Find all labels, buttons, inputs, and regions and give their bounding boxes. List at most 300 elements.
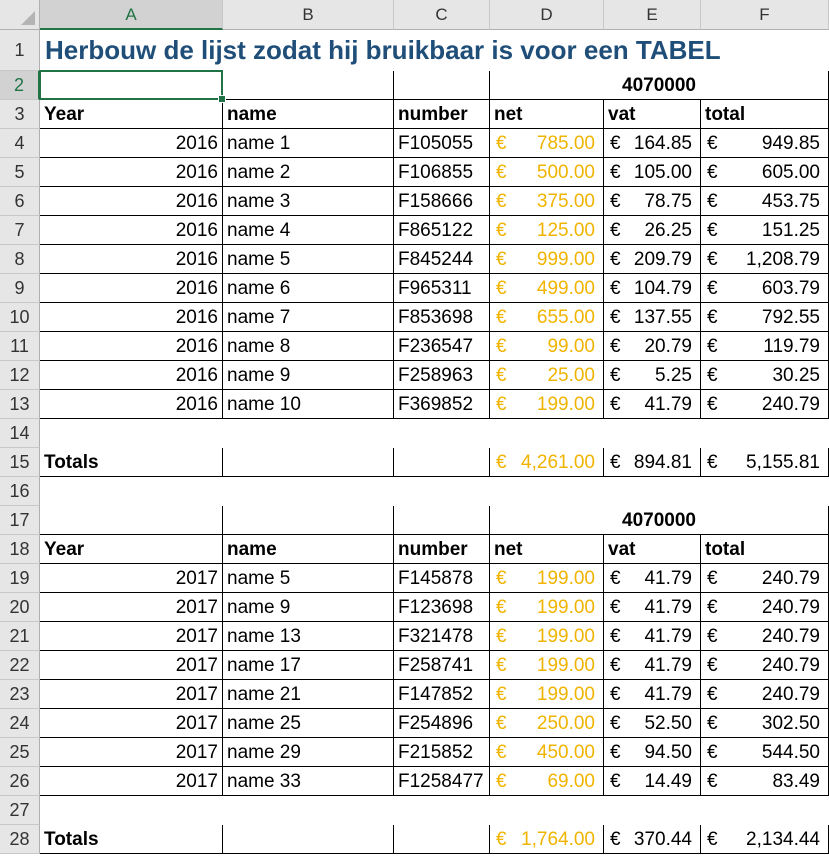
column-header-c[interactable]: C	[394, 0, 490, 30]
currency-symbol: €	[610, 452, 621, 473]
vat-cell[interactable]	[604, 361, 701, 390]
cell-f27[interactable]	[701, 796, 829, 825]
amount-value: 375.00	[536, 191, 595, 212]
currency-symbol: €	[707, 626, 718, 647]
vat-cell[interactable]	[604, 680, 701, 709]
amount-value: 603.79	[761, 278, 820, 299]
amount-value: 41.79	[644, 626, 692, 647]
amount-value: 78.75	[644, 191, 692, 212]
name-cell[interactable]: name 3	[223, 187, 394, 216]
net-cell[interactable]	[490, 651, 604, 680]
net-cell[interactable]	[490, 738, 604, 767]
currency-symbol: €	[610, 771, 621, 792]
amount-value: 52.50	[644, 713, 692, 734]
grand-total-cell[interactable]	[701, 825, 829, 854]
row-header-9[interactable]: 9	[0, 274, 40, 303]
year-cell[interactable]: 2016	[40, 245, 223, 274]
total-cell[interactable]	[701, 564, 829, 593]
account-group-header[interactable]: 4070000	[490, 71, 829, 100]
column-label-d3[interactable]: net	[490, 100, 604, 129]
row-header-20[interactable]: 20	[0, 593, 40, 622]
currency-symbol: €	[610, 307, 621, 328]
row-header-12[interactable]: 12	[0, 361, 40, 390]
vat-cell[interactable]	[604, 709, 701, 738]
amount-value: 544.50	[761, 742, 820, 763]
currency-symbol: €	[496, 220, 507, 241]
cell-d14[interactable]	[490, 419, 604, 448]
number-cell[interactable]: F254896	[394, 709, 490, 738]
name-cell[interactable]: name 4	[223, 216, 394, 245]
name-cell[interactable]: name 9	[223, 593, 394, 622]
total-cell[interactable]	[701, 332, 829, 361]
number-cell[interactable]: F845244	[394, 245, 490, 274]
totals-label[interactable]: Totals	[40, 825, 223, 854]
amount-value: 209.79	[633, 249, 692, 270]
row-header-24[interactable]: 24	[0, 709, 40, 738]
vat-cell[interactable]	[604, 622, 701, 651]
number-cell[interactable]: F123698	[394, 593, 490, 622]
amount-value: 240.79	[761, 655, 820, 676]
currency-symbol: €	[707, 336, 718, 357]
amount-value: 137.55	[633, 307, 692, 328]
net-cell[interactable]	[490, 622, 604, 651]
column-header-e[interactable]: E	[604, 0, 701, 30]
year-cell[interactable]: 2016	[40, 158, 223, 187]
row-header-18[interactable]: 18	[0, 535, 40, 564]
net-total-cell[interactable]	[490, 825, 604, 854]
column-label-d18[interactable]: net	[490, 535, 604, 564]
amount-value: 1,764.00	[521, 829, 595, 850]
total-cell[interactable]	[701, 129, 829, 158]
currency-symbol: €	[496, 249, 507, 270]
number-cell[interactable]: F105055	[394, 129, 490, 158]
currency-symbol: €	[707, 394, 718, 415]
currency-symbol: €	[707, 597, 718, 618]
row-header-7[interactable]: 7	[0, 216, 40, 245]
net-cell[interactable]	[490, 303, 604, 332]
sheet-title[interactable]: Herbouw de lijst zodat hij bruikbaar is voor een TABEL	[45, 35, 721, 65]
amount-value: 69.00	[547, 771, 595, 792]
currency-symbol: €	[496, 597, 507, 618]
amount-value: 41.79	[644, 684, 692, 705]
net-cell[interactable]	[490, 390, 604, 419]
column-header-b[interactable]: B	[223, 0, 394, 30]
column-label-c18[interactable]: number	[394, 535, 490, 564]
number-cell[interactable]: F321478	[394, 622, 490, 651]
column-label-c3[interactable]: number	[394, 100, 490, 129]
currency-symbol: €	[707, 278, 718, 299]
row-header-14[interactable]: 14	[0, 419, 40, 448]
year-cell[interactable]: 2017	[40, 680, 223, 709]
row-header-10[interactable]: 10	[0, 303, 40, 332]
year-cell[interactable]: 2016	[40, 187, 223, 216]
amount-value: 105.00	[633, 162, 692, 183]
year-cell[interactable]: 2016	[40, 303, 223, 332]
year-cell[interactable]: 2016	[40, 390, 223, 419]
total-cell[interactable]	[701, 303, 829, 332]
name-cell[interactable]: name 1	[223, 129, 394, 158]
amount-value: 4,261.00	[521, 452, 595, 473]
amount-value: 41.79	[644, 597, 692, 618]
currency-symbol: €	[610, 597, 621, 618]
total-cell[interactable]	[701, 390, 829, 419]
name-cell[interactable]: name 6	[223, 274, 394, 303]
cell-b2[interactable]	[223, 71, 394, 100]
currency-symbol: €	[496, 307, 507, 328]
number-cell[interactable]: F1258477	[394, 767, 490, 796]
net-cell[interactable]	[490, 332, 604, 361]
select-all-triangle-icon	[21, 11, 35, 25]
total-cell[interactable]	[701, 274, 829, 303]
amount-value: 453.75	[761, 191, 820, 212]
totals-label[interactable]: Totals	[40, 448, 223, 477]
amount-value: 30.25	[772, 365, 820, 386]
column-label-a3[interactable]: Year	[40, 100, 223, 129]
amount-value: 499.00	[536, 278, 595, 299]
net-cell[interactable]	[490, 361, 604, 390]
cell-a27[interactable]	[40, 796, 223, 825]
currency-symbol: €	[610, 568, 621, 589]
total-cell[interactable]	[701, 767, 829, 796]
number-cell[interactable]: F145878	[394, 564, 490, 593]
amount-value: 199.00	[536, 684, 595, 705]
vat-cell[interactable]	[604, 564, 701, 593]
currency-symbol: €	[496, 771, 507, 792]
amount-value: 199.00	[536, 626, 595, 647]
net-cell[interactable]	[490, 593, 604, 622]
amount-value: 99.00	[547, 336, 595, 357]
year-cell[interactable]: 2016	[40, 129, 223, 158]
amount-value: 370.44	[633, 829, 692, 850]
number-cell[interactable]: F258741	[394, 651, 490, 680]
year-cell[interactable]: 2017	[40, 709, 223, 738]
currency-symbol: €	[610, 278, 621, 299]
name-cell[interactable]: name 5	[223, 564, 394, 593]
row-header-2[interactable]: 2	[0, 71, 40, 100]
currency-symbol: €	[610, 655, 621, 676]
name-cell[interactable]: name 29	[223, 738, 394, 767]
name-cell[interactable]: name 10	[223, 390, 394, 419]
net-cell[interactable]	[490, 129, 604, 158]
total-cell[interactable]	[701, 738, 829, 767]
column-label-f3[interactable]: total	[701, 100, 829, 129]
year-cell[interactable]: 2016	[40, 361, 223, 390]
currency-symbol: €	[496, 191, 507, 212]
number-cell[interactable]: F853698	[394, 303, 490, 332]
amount-value: 655.00	[536, 307, 595, 328]
currency-symbol: €	[610, 220, 621, 241]
column-header-a[interactable]: A	[40, 0, 223, 30]
currency-symbol: €	[610, 684, 621, 705]
currency-symbol: €	[707, 568, 718, 589]
currency-symbol: €	[707, 655, 718, 676]
cell-a2[interactable]	[40, 71, 223, 100]
name-cell[interactable]: name 7	[223, 303, 394, 332]
currency-symbol: €	[496, 278, 507, 299]
currency-symbol: €	[610, 742, 621, 763]
cell-e27[interactable]	[604, 796, 701, 825]
amount-value: 94.50	[644, 742, 692, 763]
column-label-b3[interactable]: name	[223, 100, 394, 129]
year-cell[interactable]: 2016	[40, 216, 223, 245]
total-cell[interactable]	[701, 593, 829, 622]
year-cell[interactable]: 2016	[40, 332, 223, 361]
total-cell[interactable]	[701, 622, 829, 651]
amount-value: 151.25	[761, 220, 820, 241]
column-label-e18[interactable]: vat	[604, 535, 701, 564]
vat-cell[interactable]	[604, 216, 701, 245]
row-header-25[interactable]: 25	[0, 738, 40, 767]
row-header-6[interactable]: 6	[0, 187, 40, 216]
year-cell[interactable]: 2017	[40, 564, 223, 593]
cell-b17[interactable]	[223, 506, 394, 535]
currency-symbol: €	[496, 336, 507, 357]
account-group-header[interactable]: 4070000	[490, 506, 829, 535]
amount-value: 605.00	[761, 162, 820, 183]
amount-value: 785.00	[536, 133, 595, 154]
currency-symbol: €	[496, 162, 507, 183]
amount-value: 41.79	[644, 655, 692, 676]
net-cell[interactable]	[490, 245, 604, 274]
vat-cell[interactable]	[604, 738, 701, 767]
column-label-b18[interactable]: name	[223, 535, 394, 564]
row-header-16[interactable]: 16	[0, 477, 40, 506]
vat-cell[interactable]	[604, 332, 701, 361]
amount-value: 500.00	[536, 162, 595, 183]
currency-symbol: €	[707, 829, 718, 850]
amount-value: 41.79	[644, 394, 692, 415]
vat-cell[interactable]	[604, 651, 701, 680]
amount-value: 1,208.79	[746, 249, 820, 270]
vat-cell[interactable]	[604, 274, 701, 303]
row-header-19[interactable]: 19	[0, 564, 40, 593]
total-cell[interactable]	[701, 680, 829, 709]
vat-cell[interactable]	[604, 158, 701, 187]
vat-cell[interactable]	[604, 245, 701, 274]
year-cell[interactable]: 2017	[40, 767, 223, 796]
name-cell[interactable]: name 17	[223, 651, 394, 680]
row-header-23[interactable]: 23	[0, 680, 40, 709]
currency-symbol: €	[610, 249, 621, 270]
cell-d16[interactable]	[490, 477, 604, 506]
amount-value: 302.50	[761, 713, 820, 734]
currency-symbol: €	[496, 655, 507, 676]
amount-value: 240.79	[761, 394, 820, 415]
name-cell[interactable]: name 21	[223, 680, 394, 709]
column-label-a18[interactable]: Year	[40, 535, 223, 564]
number-cell[interactable]: F258963	[394, 361, 490, 390]
row-header-13[interactable]: 13	[0, 390, 40, 419]
cell-c27[interactable]	[394, 796, 490, 825]
currency-symbol: €	[707, 249, 718, 270]
year-cell[interactable]: 2016	[40, 274, 223, 303]
number-cell[interactable]: F369852	[394, 390, 490, 419]
cell-b16[interactable]	[223, 477, 394, 506]
row-header-27[interactable]: 27	[0, 796, 40, 825]
currency-symbol: €	[496, 829, 507, 850]
amount-value: 83.49	[772, 771, 820, 792]
vat-total-cell[interactable]	[604, 448, 701, 477]
currency-symbol: €	[610, 394, 621, 415]
amount-value: 450.00	[536, 742, 595, 763]
name-cell[interactable]: name 2	[223, 158, 394, 187]
column-label-f18[interactable]: total	[701, 535, 829, 564]
row-header-17[interactable]: 17	[0, 506, 40, 535]
net-cell[interactable]	[490, 709, 604, 738]
vat-cell[interactable]	[604, 187, 701, 216]
net-cell[interactable]	[490, 274, 604, 303]
amount-value: 5.25	[655, 365, 692, 386]
vat-cell[interactable]	[604, 593, 701, 622]
amount-value: 125.00	[536, 220, 595, 241]
row-header-4[interactable]: 4	[0, 129, 40, 158]
row-header-26[interactable]: 26	[0, 767, 40, 796]
cell-c14[interactable]	[394, 419, 490, 448]
currency-symbol: €	[707, 713, 718, 734]
net-cell[interactable]	[490, 564, 604, 593]
currency-symbol: €	[496, 394, 507, 415]
currency-symbol: €	[496, 684, 507, 705]
vat-total-cell[interactable]	[604, 825, 701, 854]
row-header-8[interactable]: 8	[0, 245, 40, 274]
cell-a17[interactable]	[40, 506, 223, 535]
number-cell[interactable]: F865122	[394, 216, 490, 245]
currency-symbol: €	[496, 365, 507, 386]
row-header-1[interactable]: 1	[0, 30, 40, 71]
row-header-3[interactable]: 3	[0, 100, 40, 129]
currency-symbol: €	[496, 568, 507, 589]
name-cell[interactable]: name 5	[223, 245, 394, 274]
name-cell[interactable]: name 13	[223, 622, 394, 651]
amount-value: 999.00	[536, 249, 595, 270]
cell-c16[interactable]	[394, 477, 490, 506]
cell-b14[interactable]	[223, 419, 394, 448]
cell-b27[interactable]	[223, 796, 394, 825]
currency-symbol: €	[610, 713, 621, 734]
currency-symbol: €	[610, 162, 621, 183]
currency-symbol: €	[707, 133, 718, 154]
cell-b15[interactable]	[223, 448, 394, 477]
total-cell[interactable]	[701, 158, 829, 187]
amount-value: 20.79	[644, 336, 692, 357]
currency-symbol: €	[707, 162, 718, 183]
number-cell[interactable]: F965311	[394, 274, 490, 303]
currency-symbol: €	[707, 307, 718, 328]
total-cell[interactable]	[701, 245, 829, 274]
row-header-28[interactable]: 28	[0, 825, 40, 854]
amount-value: 5,155.81	[746, 452, 820, 473]
column-header-d[interactable]: D	[490, 0, 604, 30]
name-cell[interactable]: name 9	[223, 361, 394, 390]
currency-symbol: €	[610, 336, 621, 357]
vat-cell[interactable]	[604, 390, 701, 419]
cell-a14[interactable]	[40, 419, 223, 448]
total-cell[interactable]	[701, 361, 829, 390]
currency-symbol: €	[496, 626, 507, 647]
total-cell[interactable]	[701, 709, 829, 738]
cell-a16[interactable]	[40, 477, 223, 506]
cell-b28[interactable]	[223, 825, 394, 854]
cell-c15[interactable]	[394, 448, 490, 477]
amount-value: 164.85	[633, 133, 692, 154]
amount-value: 119.79	[763, 336, 820, 357]
year-cell[interactable]: 2017	[40, 593, 223, 622]
cell-e14[interactable]	[604, 419, 701, 448]
net-cell[interactable]	[490, 767, 604, 796]
amount-value: 26.25	[644, 220, 692, 241]
total-cell[interactable]	[701, 216, 829, 245]
cell-f14[interactable]	[701, 419, 829, 448]
net-cell[interactable]	[490, 187, 604, 216]
number-cell[interactable]: F147852	[394, 680, 490, 709]
amount-value: 199.00	[536, 655, 595, 676]
net-cell[interactable]	[490, 216, 604, 245]
row-header-22[interactable]: 22	[0, 651, 40, 680]
cell-c28[interactable]	[394, 825, 490, 854]
row-header-5[interactable]: 5	[0, 158, 40, 187]
number-cell[interactable]: F236547	[394, 332, 490, 361]
row-header-15[interactable]: 15	[0, 448, 40, 477]
currency-symbol: €	[610, 191, 621, 212]
year-cell[interactable]: 2017	[40, 622, 223, 651]
net-cell[interactable]	[490, 158, 604, 187]
year-cell[interactable]: 2017	[40, 651, 223, 680]
cell-c2[interactable]	[394, 71, 490, 100]
cell-e16[interactable]	[604, 477, 701, 506]
select-all-corner[interactable]	[0, 0, 40, 30]
name-cell[interactable]: name 25	[223, 709, 394, 738]
name-cell[interactable]: name 33	[223, 767, 394, 796]
column-label-e3[interactable]: vat	[604, 100, 701, 129]
number-cell[interactable]: F106855	[394, 158, 490, 187]
number-cell[interactable]: F158666	[394, 187, 490, 216]
net-total-cell[interactable]	[490, 448, 604, 477]
amount-value: 949.85	[761, 133, 820, 154]
fill-handle[interactable]	[218, 95, 226, 103]
amount-value: 199.00	[536, 568, 595, 589]
amount-value: 894.81	[633, 452, 692, 473]
amount-value: 41.79	[644, 568, 692, 589]
cell-f16[interactable]	[701, 477, 829, 506]
row-header-21[interactable]: 21	[0, 622, 40, 651]
currency-symbol: €	[610, 829, 621, 850]
name-cell[interactable]: name 8	[223, 332, 394, 361]
year-cell[interactable]: 2017	[40, 738, 223, 767]
column-header-f[interactable]: F	[701, 0, 829, 30]
currency-symbol: €	[610, 133, 621, 154]
number-cell[interactable]: F215852	[394, 738, 490, 767]
currency-symbol: €	[496, 452, 507, 473]
total-cell[interactable]	[701, 187, 829, 216]
amount-value: 240.79	[761, 684, 820, 705]
currency-symbol: €	[707, 771, 718, 792]
cell-d27[interactable]	[490, 796, 604, 825]
cell-c17[interactable]	[394, 506, 490, 535]
amount-value: 199.00	[536, 597, 595, 618]
row-header-11[interactable]: 11	[0, 332, 40, 361]
vat-cell[interactable]	[604, 303, 701, 332]
currency-symbol: €	[610, 365, 621, 386]
currency-symbol: €	[707, 220, 718, 241]
currency-symbol: €	[610, 626, 621, 647]
net-cell[interactable]	[490, 680, 604, 709]
vat-cell[interactable]	[604, 767, 701, 796]
amount-value: 2,134.44	[746, 829, 820, 850]
total-cell[interactable]	[701, 651, 829, 680]
amount-value: 25.00	[547, 365, 595, 386]
grand-total-cell[interactable]	[701, 448, 829, 477]
vat-cell[interactable]	[604, 129, 701, 158]
